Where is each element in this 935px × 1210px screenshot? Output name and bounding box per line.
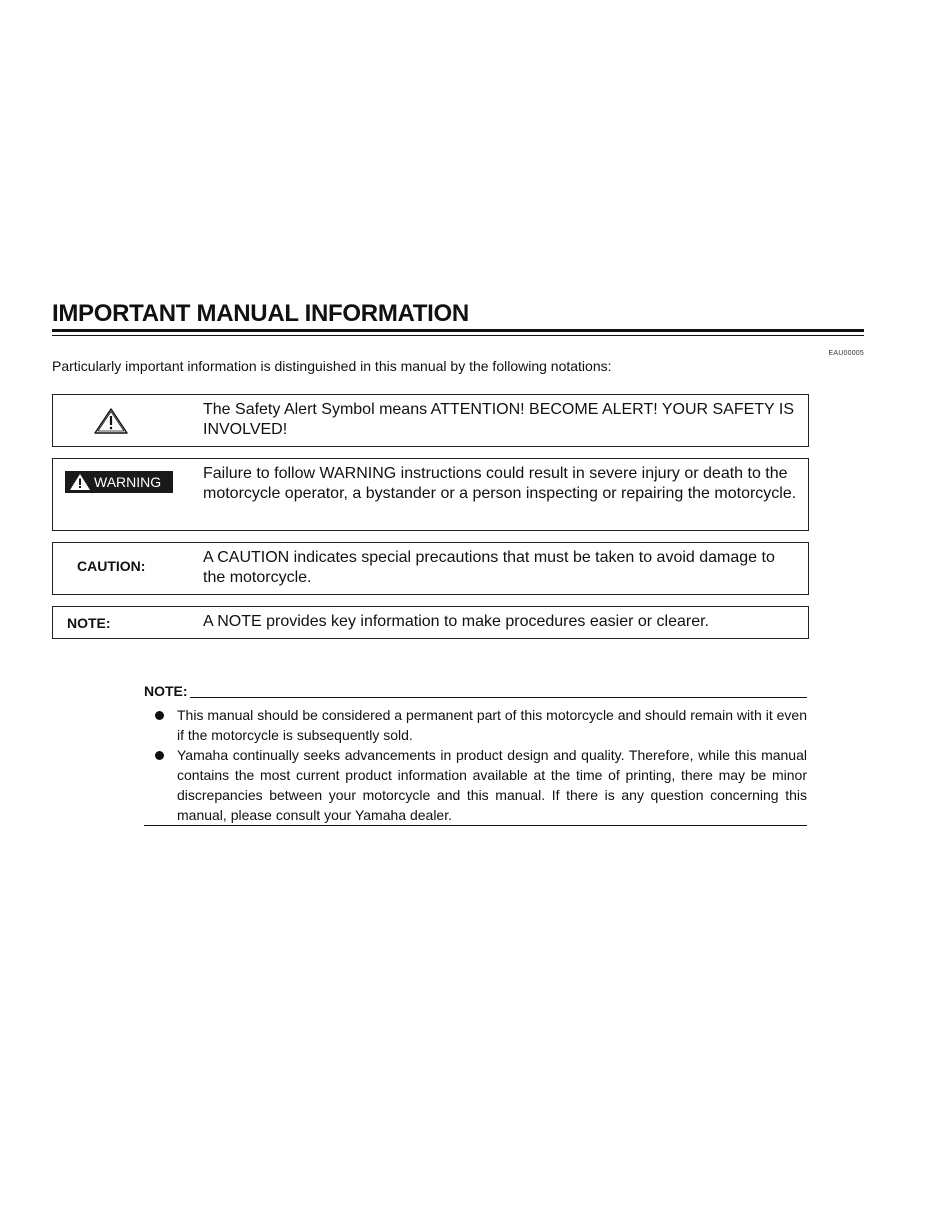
caution-label-cell [53,543,193,594]
bullet-dot-icon [155,711,164,720]
title-rule-thick [52,329,864,332]
list-item [144,745,807,825]
bullet-text: Yamaha continually seeks advancements in product design and quality. Therefore, while this manual contains the most current product information available at the time of printing, there may be minor discrepancies between your motorcycle and this manual. If there is any question concerning this manual, please consult your Yamaha dealer. [177,747,807,823]
warning-badge [65,471,173,493]
safety-text: The Safety Alert Symbol means ATTENTION! BECOME ALERT! YOUR SAFETY IS INVOLVED! [203,401,794,438]
note-bottom-rule [144,825,807,826]
title-rule-thin [52,335,864,336]
note-heading: NOTE: [144,683,188,699]
page-title: IMPORTANT MANUAL INFORMATION [52,300,469,327]
caution-text: A CAUTION indicates special precautions that must be taken to avoid damage to the motorcycle. [203,549,775,586]
bullet-text: This manual should be considered a permanent part of this motorcycle and should remain with it even if the motorcycle is subsequently sold. [177,707,807,743]
intro-text: Particularly important information is distinguished in this manual by the following notations: [52,358,612,374]
safety-alert-triangle-icon [93,407,129,435]
note-notice-box [52,606,809,639]
note-section [144,683,807,825]
note-bullet-list [144,705,807,825]
warning-label: WARNING [94,474,162,490]
warning-notice-box [52,458,809,531]
caution-label: CAUTION: [77,558,146,574]
note-label-cell [53,607,193,638]
warning-text: Failure to follow WARNING instructions could result in severe injury or death to the motorcycle operator, a bystander or a person inspecting or repairing the motorcycle. [203,465,797,502]
note-heading-rule [190,697,807,698]
note-label: NOTE: [67,615,111,631]
doc-code: EAU00005 [828,350,864,357]
note-text: A NOTE provides key information to make procedures easier or clearer. [203,613,709,630]
safety-notice-box [52,394,809,447]
safety-label-cell [53,395,193,446]
note-heading-row [144,683,807,701]
list-item [144,705,807,745]
warning-label-cell [53,459,193,530]
alert-triangle-icon [69,473,91,491]
bullet-dot-icon [155,751,164,760]
caution-notice-box [52,542,809,595]
